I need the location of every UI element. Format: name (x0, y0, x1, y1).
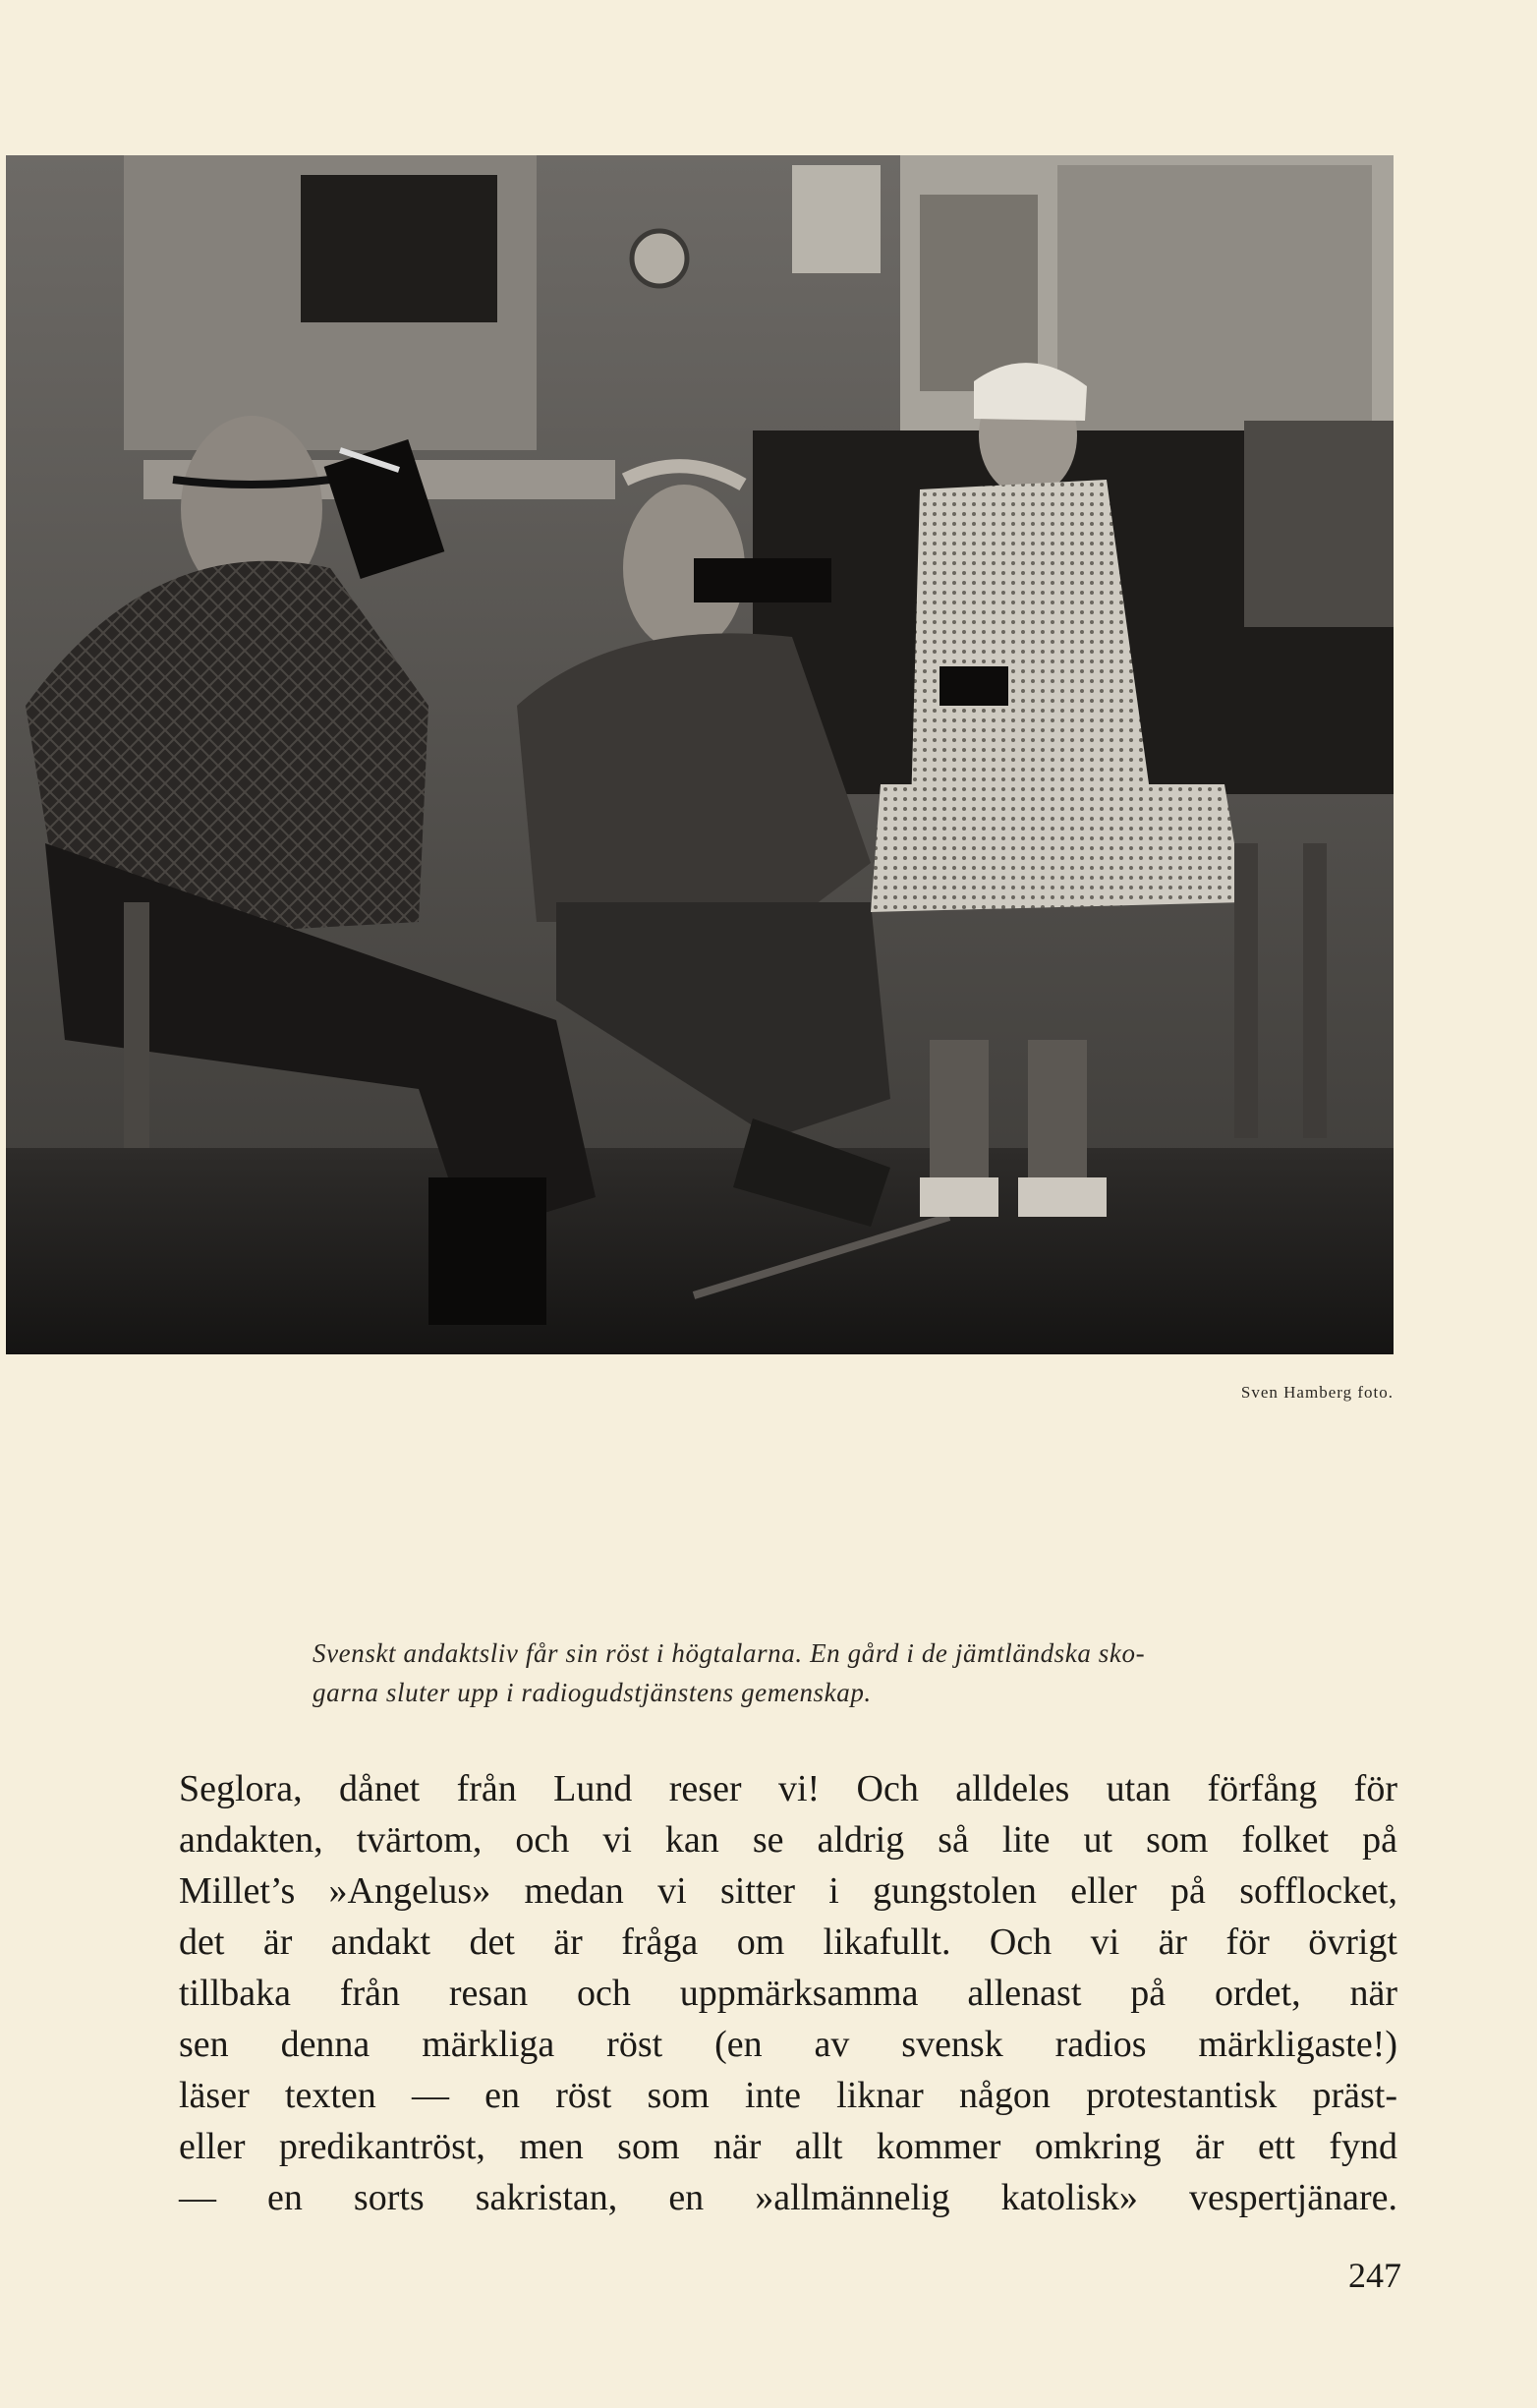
body-line: tillbaka från resan och uppmärksamma allenast på ordet, när (179, 1973, 1397, 2014)
body-line: andakten, tvärtom, och vi kan se aldrig så lite ut som folket på (179, 1819, 1397, 1861)
photo-credit: Sven Hamberg foto. (1240, 1383, 1394, 1402)
photograph (6, 155, 1394, 1354)
photo-caption (313, 1634, 1413, 1712)
caption-line: garna sluter upp i radiogudstjänstens gemenskap. (313, 1678, 872, 1707)
caption-line: Svenskt andaktsliv får sin röst i högtalarna. En gård i de jämtländska sko- (313, 1638, 1146, 1668)
photograph-illustration (6, 155, 1394, 1354)
body-line: eller predikantröst, men som när allt kommer omkring är ett fynd (179, 2126, 1397, 2167)
body-line: sen denna märkliga röst (en av svensk radios märkligaste!) (179, 2024, 1397, 2065)
body-line: det är andakt det är fråga om likafullt. Och vi är för övrigt (179, 1921, 1397, 1963)
body-line: — en sorts sakristan, en »allmännelig katolisk» vespertjänare. (179, 2177, 1397, 2218)
body-line: Millet’s »Angelus» medan vi sitter i gungstolen eller på sofflocket, (179, 1870, 1397, 1912)
body-line: läser texten — en röst som inte liknar någon protestantisk präst- (179, 2075, 1397, 2116)
body-line: Seglora, dånet från Lund reser vi! Och alldeles utan förfång för (179, 1768, 1397, 1809)
body-paragraph (179, 1763, 1397, 2223)
page-number: 247 (1348, 2256, 1401, 2295)
